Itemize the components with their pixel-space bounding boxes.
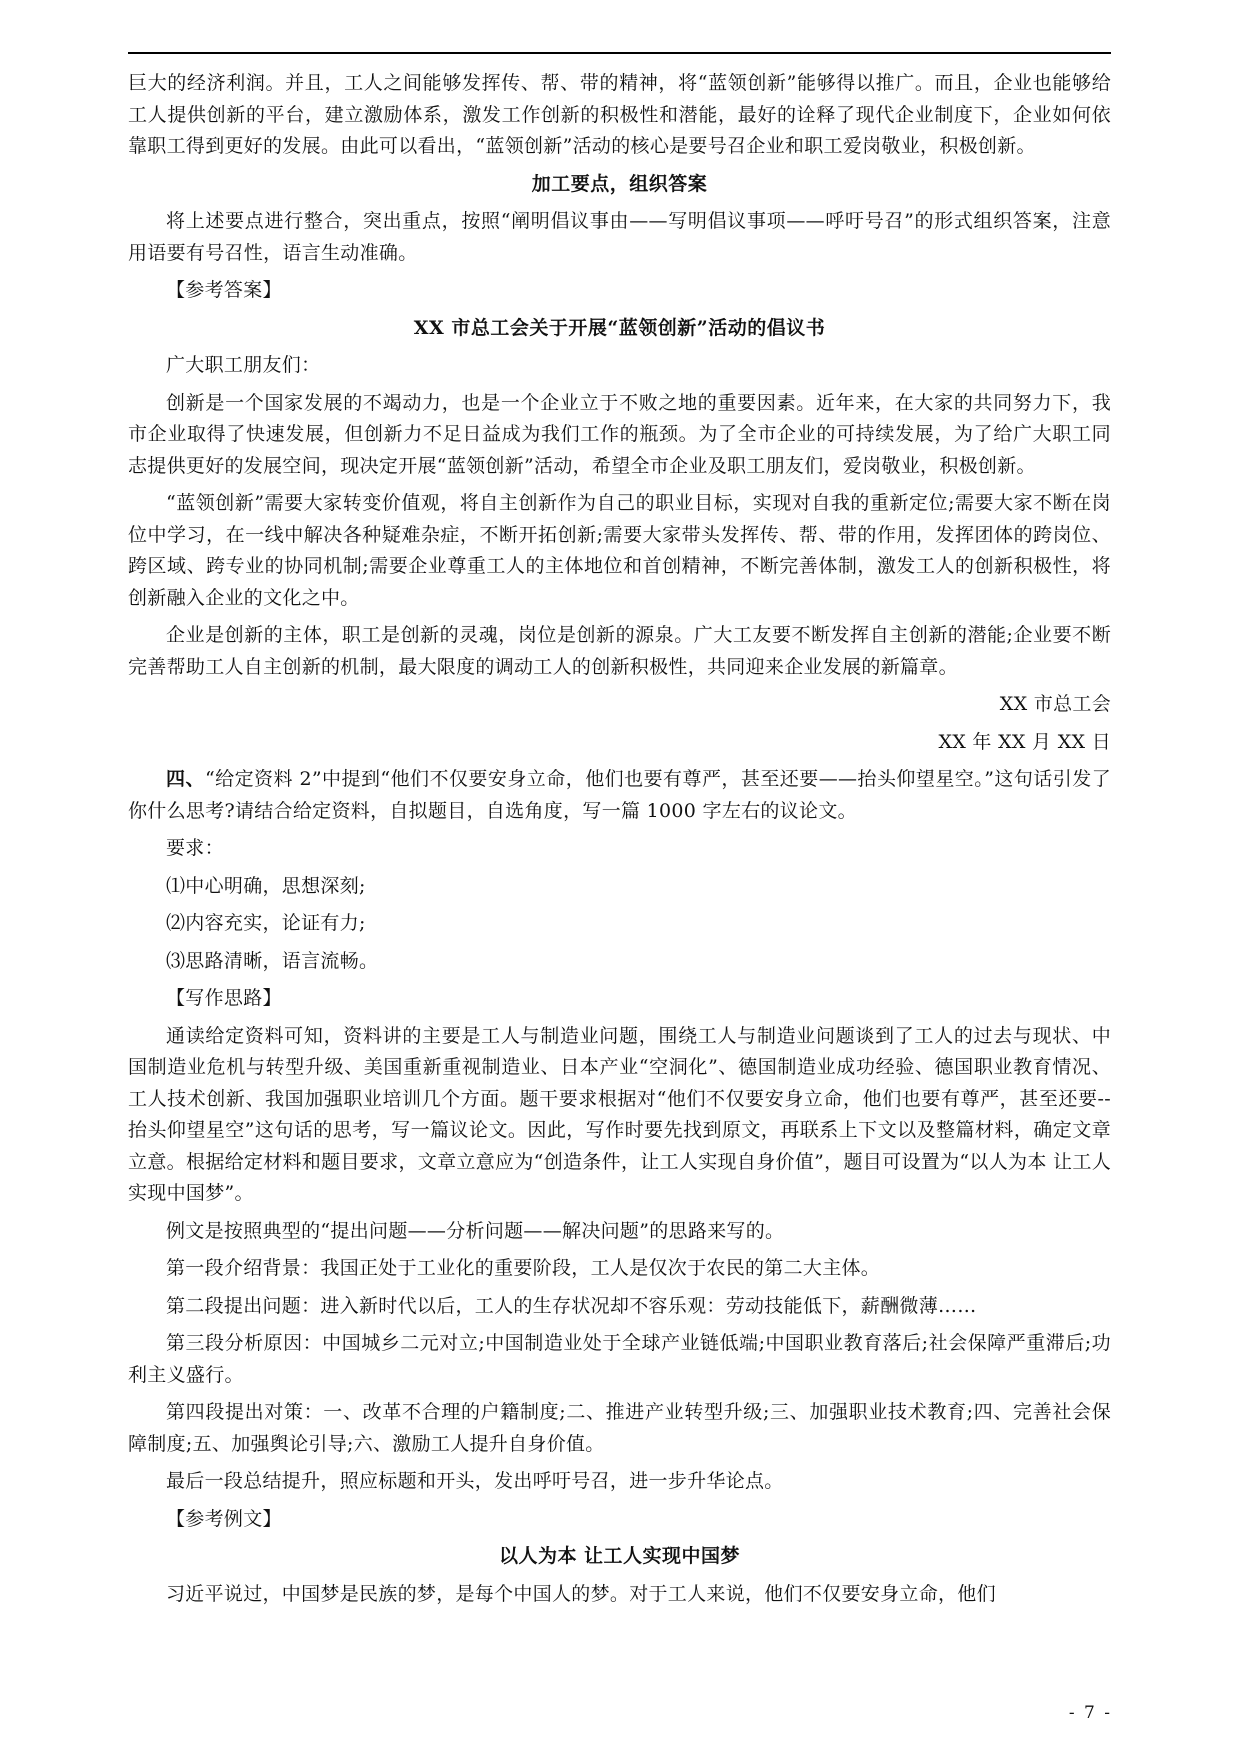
heading-process-points: 加工要点，组织答案: [531, 172, 708, 195]
letter-paragraph-1: 创新是一个国家发展的不竭动力，也是一个企业立于不败之地的重要因素。近年来，在大家的共同努力下，我市企业取得了快速发展，但创新力不足日益成为我们工作的瓶颈。为了全市企业的可持续发展，为了给广大职工同志提供更好的发展空间，现决定开展“蓝领创新”活动，希望全市企业及职工朋友们，爱岗敬业，积极创新。: [128, 391, 1111, 477]
essay-opening-paragraph: 习近平说过，中国梦是民族的梦，是每个中国人的梦。对于工人来说，他们不仅要安身立命，他们: [166, 1582, 996, 1605]
signature-date: XX 年 XX 月 XX 日: [938, 730, 1111, 753]
label-reference-answer: 【参考答案】: [166, 279, 282, 301]
label-reference-essay: 【参考例文】: [166, 1507, 282, 1530]
label-writing-idea: 【写作思路】: [166, 987, 282, 1009]
paragraph-section-2: 第二段提出问题：进入新时代以后，工人的生存状况却不容乐观：劳动技能低下，薪酬微薄……: [166, 1294, 977, 1317]
paragraph-last-section: 最后一段总结提升，照应标题和开头，发出呼吁号召，进一步升华论点。: [166, 1470, 784, 1492]
paragraph-writing-idea: 通读给定资料可知，资料讲的主要是工人与制造业问题，围绕工人与制造业问题谈到了工人的过去与现状、中国制造业危机与转型升级、美国重新重视制造业、日本产业“空洞化”、德国制造业成功经验、德国职业教育情况、工人技术创新、我国加强职业培训几个方面。题干要求根据对“他们不仅要安身立命，他们也要有尊严，甚至还要--抬头仰望星空”这句话的思考，写一篇议论文。因此，写作时要先找到原文，再联系上下文以及整篇材料，确定文章立意。根据给定材料和题目要求，文章立意应为“创造条件，让工人实现自身价值”，题目可设置为“以人为本 让工人实现中国梦”。: [128, 1024, 1111, 1204]
requirement-3: ⑶思路清晰，语言流畅。: [166, 949, 379, 972]
paragraph-section-3: 第三段分析原因：中国城乡二元对立;中国制造业处于全球产业链低端;中国职业教育落后;社会保障严重滞后;功利主义盛行。: [128, 1332, 1111, 1386]
letter-salutation: 广大职工朋友们：: [166, 354, 321, 376]
paragraph-process: 将上述要点进行整合，突出重点，按照“阐明倡议事由——写明倡议事项——呼吁号召”的形式组织答案，注意用语要有号召性，语言生动准确。: [128, 210, 1111, 264]
requirement-2: ⑵内容充实，论证有力;: [166, 912, 366, 934]
signature-organization: XX 市总工会: [999, 693, 1111, 715]
heading-essay-title: 以人为本 让工人实现中国梦: [498, 1545, 741, 1567]
document-body: [128, 68, 1111, 1616]
paragraph-section-4: 第四段提出对策：一、改革不合理的户籍制度;二、推进产业转型升级;三、加强职业技术教育;四、完善社会保障制度;五、加强舆论引导;六、激励工人提升自身价值。: [128, 1401, 1111, 1455]
letter-paragraph-2: “蓝领创新”需要大家转变价值观，将自主创新作为自己的职业目标，实现对自我的重新定位;需要大家不断在岗位中学习，在一线中解决各种疑难杂症，不断开拓创新;需要大家带头发挥传、帮、带的作用，发挥团体的跨岗位、跨区域、跨专业的协同机制;需要企业尊重工人的主体地位和首创精神，不断完善体制，激发工人的创新积极性，将创新融入企业的文化之中。: [128, 492, 1111, 609]
requirement-1: ⑴中心明确，思想深刻;: [166, 874, 366, 897]
paragraph-continuation: 巨大的经济利润。并且，工人之间能够发挥传、帮、带的精神，将“蓝领创新”能够得以推广。而且，企业也能够给工人提供创新的平台，建立激励体系，激发工作创新的积极性和潜能，最好的诠释了现代企业制度下，企业如何依靠职工得到更好的发展。由此可以看出，“蓝领创新”活动的核心是要号召企业和职工爱岗敬业，积极创新。: [128, 72, 1111, 157]
question-four-number: 四、: [166, 768, 205, 790]
letter-paragraph-3: 企业是创新的主体，职工是创新的灵魂，岗位是创新的源泉。广大工友要不断发挥自主创新的潜能;企业要不断完善帮助工人自主创新的机制，最大限度的调动工人的创新积极性，共同迎来企业发展的新篇章。: [128, 624, 1111, 678]
page-number: - 7 -: [1068, 1703, 1112, 1723]
heading-proposal-letter: XX 市总工会关于开展“蓝领创新”活动的倡议书: [413, 316, 826, 339]
requirements-label: 要求：: [166, 837, 224, 859]
header-rule: [128, 52, 1111, 54]
paragraph-section-1: 第一段介绍背景：我国正处于工业化的重要阶段，工人是仅次于农民的第二大主体。: [166, 1257, 881, 1279]
paragraph-example-structure: 例文是按照典型的“提出问题——分析问题——解决问题”的思路来写的。: [166, 1219, 785, 1242]
question-four: [128, 764, 1111, 827]
question-four-text: “给定资料 2”中提到“他们不仅要安身立命，他们也要有尊严，甚至还要——抬头仰望星空。”这句话引发了你什么思考?请结合给定资料，自拟题目，自选角度，写一篇 1000 字左右的议论文。: [128, 768, 1112, 822]
